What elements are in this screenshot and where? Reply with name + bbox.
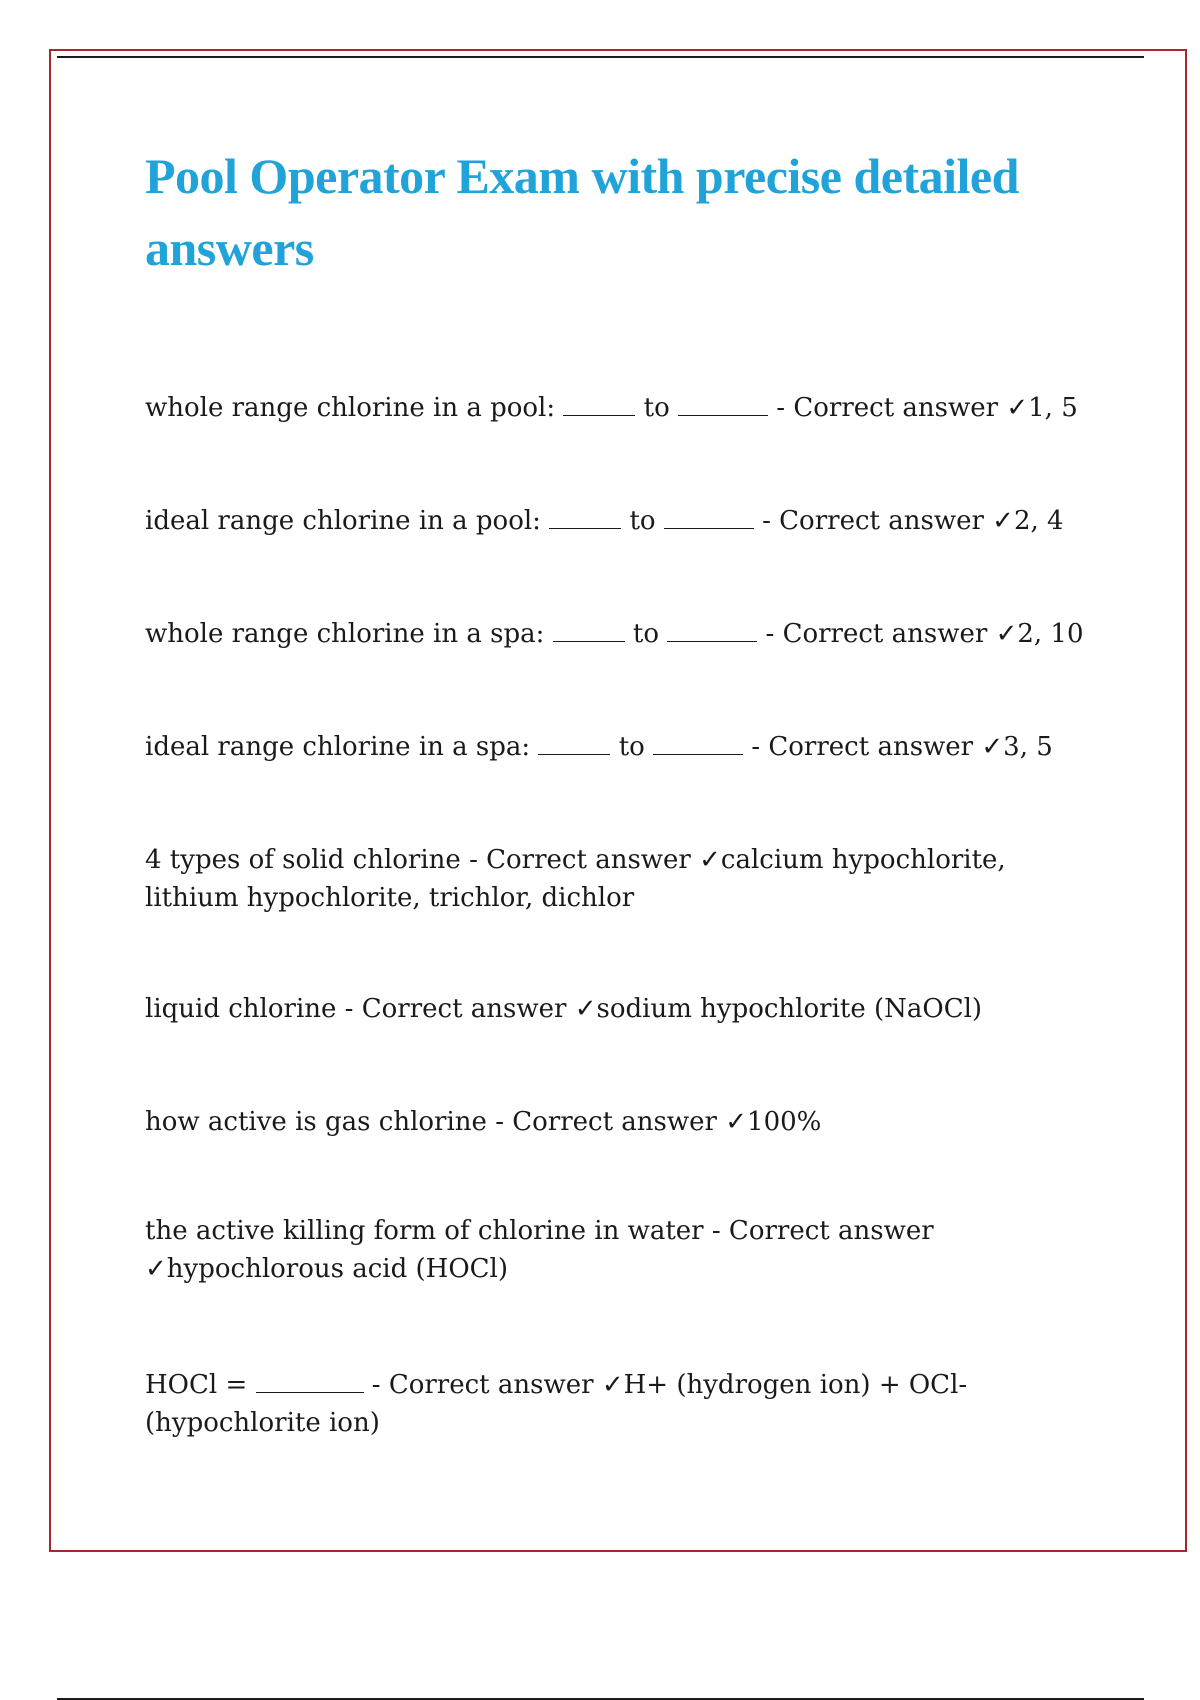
question-text: HOCl = bbox=[145, 1370, 248, 1400]
answer-blank bbox=[653, 734, 743, 755]
qa-item-9 bbox=[145, 1366, 1005, 1442]
check-icon: ✓ bbox=[1006, 393, 1029, 423]
answer-label: - Correct answer bbox=[469, 845, 691, 875]
answer-blank bbox=[664, 508, 754, 529]
check-icon: ✓ bbox=[981, 732, 1004, 762]
check-icon: ✓ bbox=[574, 994, 597, 1024]
question-text: how active is gas chlorine bbox=[145, 1107, 487, 1137]
answer-text: 3, 5 bbox=[1003, 732, 1053, 762]
question-connector: to bbox=[629, 506, 656, 536]
answer-label: - Correct answer bbox=[751, 732, 974, 762]
top-rule bbox=[57, 56, 1144, 58]
answer-label: - Correct answer bbox=[762, 506, 984, 536]
answer-text: 2, 10 bbox=[1017, 619, 1084, 649]
answer-label: - Correct answer bbox=[495, 1107, 717, 1137]
answer-label: - Correct answer bbox=[371, 1370, 594, 1400]
answer-text: 1, 5 bbox=[1028, 393, 1078, 423]
answer-text: 2, 4 bbox=[1013, 506, 1064, 536]
answer-blank bbox=[538, 734, 610, 755]
answer-text: hypochlorous acid (HOCl) bbox=[166, 1254, 509, 1284]
answer-label: - Correct answer bbox=[711, 1216, 934, 1246]
qa-item-5 bbox=[145, 841, 1090, 917]
question-connector: to bbox=[643, 393, 670, 423]
qa-item-4 bbox=[145, 728, 1090, 766]
question-text: ideal range chlorine in a pool: bbox=[145, 506, 541, 536]
qa-item-8 bbox=[145, 1212, 945, 1288]
question-text: the active killing form of chlorine in water bbox=[145, 1216, 704, 1246]
answer-text: sodium hypochlorite (NaOCl) bbox=[596, 994, 983, 1024]
answer-blank bbox=[563, 395, 635, 416]
question-text: 4 types of solid chlorine bbox=[145, 845, 461, 875]
answer-blank bbox=[667, 621, 757, 642]
answer-text: H+ (hydrogen ion) + OCl- (hypochlorite ion) bbox=[145, 1370, 968, 1438]
question-text: whole range chlorine in a pool: bbox=[145, 393, 556, 423]
check-icon: ✓ bbox=[601, 1370, 624, 1400]
question-text: liquid chlorine bbox=[145, 994, 337, 1024]
answer-blank bbox=[256, 1372, 364, 1393]
check-icon: ✓ bbox=[992, 506, 1014, 536]
answer-label: - Correct answer bbox=[776, 393, 999, 423]
question-text: ideal range chlorine in a spa: bbox=[145, 732, 531, 762]
qa-item-1 bbox=[145, 389, 1090, 427]
check-icon: ✓ bbox=[145, 1254, 167, 1284]
document-title: Pool Operator Exam with precise detailed answers bbox=[145, 148, 1019, 276]
answer-text: calcium hypochlorite, lithium hypochlorite, trichlor, dichlor bbox=[145, 845, 1006, 913]
question-connector: to bbox=[632, 619, 659, 649]
qa-item-3 bbox=[145, 615, 1090, 653]
answer-text: 100% bbox=[747, 1107, 822, 1137]
answer-label: - Correct answer bbox=[344, 994, 567, 1024]
answer-label: - Correct answer bbox=[765, 619, 988, 649]
qa-item-7 bbox=[145, 1103, 1090, 1141]
check-icon: ✓ bbox=[699, 845, 721, 875]
qa-item-6 bbox=[145, 990, 1090, 1028]
question-text: whole range chlorine in a spa: bbox=[145, 619, 545, 649]
answer-blank bbox=[549, 508, 621, 529]
qa-item-2 bbox=[145, 502, 1090, 540]
answer-blank bbox=[678, 395, 768, 416]
question-connector: to bbox=[618, 732, 645, 762]
answer-blank bbox=[553, 621, 625, 642]
check-icon: ✓ bbox=[725, 1107, 748, 1137]
check-icon: ✓ bbox=[995, 619, 1018, 649]
